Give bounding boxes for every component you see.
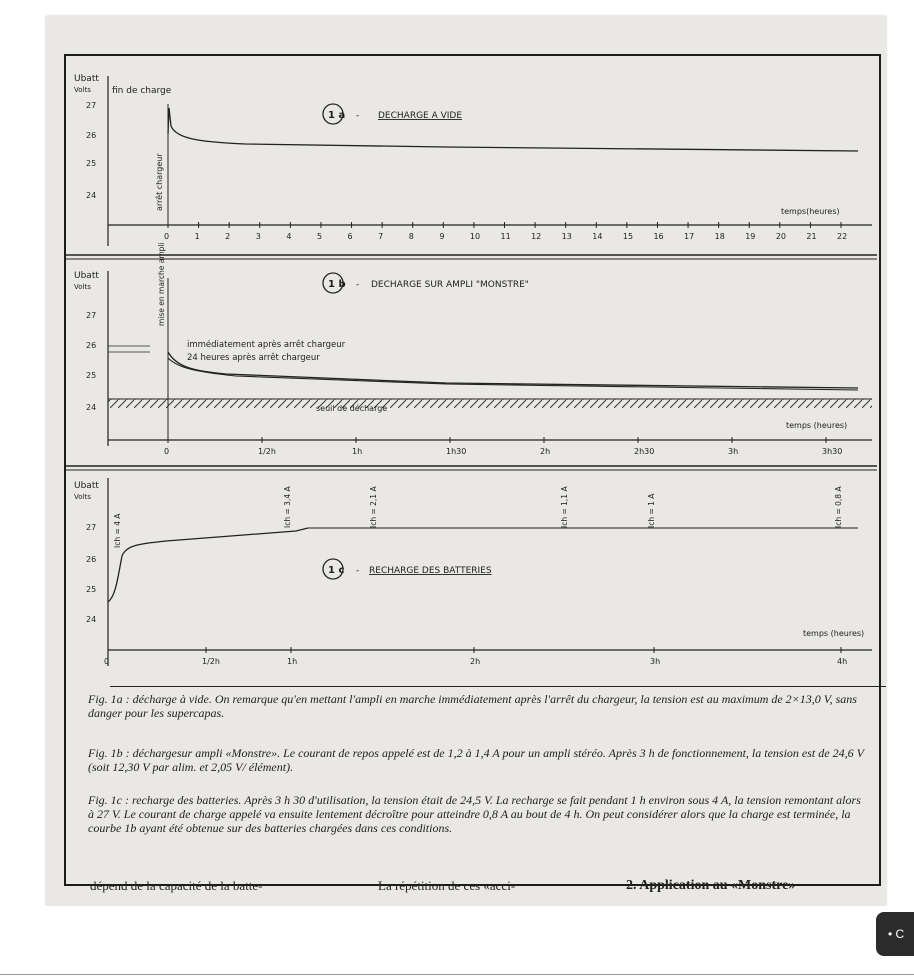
x1a-tick-label-4: 4 [286, 232, 292, 241]
body-text-col1: dépend de la capacité de la batte- [90, 878, 263, 893]
x1a-tick-label-1: 1 [194, 232, 200, 241]
panel-1b [74, 242, 872, 456]
x1b-tick-label-7: 3h30 [822, 447, 843, 456]
x1a-tick-label-0: 0 [164, 232, 170, 241]
x1a-tick-label-15: 15 [622, 232, 634, 241]
title-1a: DECHARGE A VIDE [378, 111, 463, 121]
note-arret-chargeur: arrêt chargeur [155, 153, 164, 211]
current-0: Ich = 4 A [113, 513, 122, 548]
x1a-tick-label-16: 16 [653, 232, 664, 241]
caption-separator [110, 686, 886, 687]
y-axis-label-1c: Ubatt [74, 481, 99, 491]
panel-1a [74, 74, 872, 246]
badge-1a: 1 a [328, 110, 346, 121]
x1a-tick-label-14: 14 [592, 232, 603, 241]
y-tick-1a-1: 26 [86, 131, 97, 140]
viewer-bottom-bar [0, 906, 914, 976]
figure-1 [46, 16, 886, 716]
x1a-tick-label-6: 6 [347, 232, 353, 241]
y-tick-1b-3: 24 [86, 403, 97, 412]
x-axis-label-1a: temps(heures) [781, 207, 840, 216]
x-axis-label-1b: temps (heures) [786, 421, 848, 430]
x1c-tick-label-5: 4h [837, 657, 848, 666]
y-tick-1b-1: 26 [86, 341, 97, 350]
x1b-tick-label-5: 2h30 [634, 447, 655, 456]
y-tick-1b-2: 25 [86, 371, 97, 380]
x1c-tick-label-1: 1/2h [202, 657, 220, 666]
y-unit-1c: Volts [74, 493, 91, 501]
current-4: Ich = 1 A [647, 493, 656, 528]
x1c-tick-label-4: 3h [650, 657, 661, 666]
note-immediatement: immédiatement après arrêt chargeur [187, 340, 346, 350]
y-axis-label-1b: Ubatt [74, 271, 99, 281]
current-2: Ich = 2,1 A [369, 486, 378, 528]
x1a-tick-label-5: 5 [316, 232, 323, 241]
current-1: Ich = 3,4 A [283, 486, 292, 528]
y-tick-1c-3: 24 [86, 615, 97, 624]
curve-1c [108, 528, 308, 602]
y-tick-1c-2: 25 [86, 585, 97, 594]
badge-1b: 1 b [328, 279, 346, 290]
x1a-tick-label-13: 13 [561, 232, 572, 241]
x1a-tick-label-10: 10 [469, 232, 481, 241]
threshold-hatch [108, 399, 872, 408]
y-axis-label-1a: Ubatt [74, 74, 99, 84]
caption-fig1b: Fig. 1b : déchargesur ampli «Monstre». Le courant de repos appelé est de 1,2 à 1,4 A pour un ampli stéréo. Après 3 h de fonctionnement, la tension est de 24,6 V (soit 12,30 V par alim. et 2,05 V/ élément). [88, 746, 864, 774]
x1c-tick-label-2: 1h [287, 657, 298, 666]
x1a-tick-label-17: 17 [684, 232, 695, 241]
x1a-tick-label-20: 20 [775, 232, 787, 241]
x1b-tick-label-1: 1/2h [258, 447, 276, 456]
note-fin-de-charge: fin de charge [112, 86, 172, 96]
title-1b: DECHARGE SUR AMPLI "MONSTRE" [371, 280, 529, 290]
y-tick-1c-0: 27 [86, 523, 97, 532]
curve-1a [168, 108, 858, 151]
x1a-tick-label-7: 7 [378, 232, 384, 241]
caption-fig1c: Fig. 1c : recharge des batteries. Après 3 h 30 d'utilisation, la tension était de 24,5 V. La recharge se fait pendant 1 h environ sous 4 A, la tension remontant alors à 27 V. Le courant de charge appelé va ensuite lentement décroître pour atteindre 0,8 A au bout de 4 h. On peut considérer alors que la charge est terminée, la courbe 1b ayant été obtenue sur des batteries chargées dans ces conditions. [88, 793, 861, 835]
x1a-tick-label-11: 11 [500, 232, 511, 241]
y-tick-1a-0: 27 [86, 101, 97, 110]
y-tick-1a-3: 24 [86, 191, 97, 200]
floating-action-button[interactable]: • C [876, 912, 914, 956]
x1b-tick-label-2: 1h [352, 447, 363, 456]
note-mise-en-marche: mise en marche ampli [157, 242, 166, 326]
caption-fig1a: Fig. 1a : décharge à vide. On remarque qu'en mettant l'ampli en marche immédiatement après l'arrêt du chargeur, la tension est au maximum de 2×13,0 V, sans danger pour les supercapas. [88, 692, 857, 720]
x1a-tick-label-2: 2 [225, 232, 231, 241]
y-tick-1c-1: 26 [86, 555, 97, 564]
dash-1c: - [356, 566, 360, 576]
current-5: Ich = 0,8 A [834, 486, 843, 528]
y-tick-1a-2: 25 [86, 159, 97, 168]
y-unit-1a: Volts [74, 86, 91, 94]
x1a-tick-label-22: 22 [837, 232, 848, 241]
note-24-heures: 24 heures après arrêt chargeur [187, 353, 320, 363]
section-heading: 2. Application au «Monstre» [626, 878, 796, 893]
x-axis-label-1c: temps (heures) [803, 629, 865, 638]
body-text-col2: La répétition de ces «acci- [378, 878, 516, 893]
y-unit-1b: Volts [74, 283, 91, 291]
x1a-tick-label-18: 18 [714, 232, 725, 241]
x1a-tick-label-12: 12 [531, 232, 542, 241]
x1c-tick-label-3: 2h [470, 657, 481, 666]
x1a-tick-label-8: 8 [408, 232, 414, 241]
y-tick-1b-0: 27 [86, 311, 97, 320]
x1a-tick-label-21: 21 [806, 232, 817, 241]
x1b-tick-label-4: 2h [540, 447, 551, 456]
threshold-label: seuil de décharge [316, 404, 388, 413]
dash-1a: - [356, 111, 360, 121]
x1a-tick-label-3: 3 [255, 232, 261, 241]
x1a-tick-label-9: 9 [439, 232, 445, 241]
panel-1c [74, 478, 872, 666]
bottom-divider [0, 974, 914, 975]
title-1c: RECHARGE DES BATTERIES [369, 566, 492, 576]
dash-1b: - [356, 280, 360, 290]
badge-1c: 1 c [328, 565, 345, 576]
current-3: Ich = 1,1 A [560, 486, 569, 528]
x1b-tick-label-6: 3h [728, 447, 739, 456]
x1b-tick-label-3: 1h30 [446, 447, 467, 456]
x1b-tick-label-0: 0 [164, 447, 170, 456]
x1c0-tick-label-0: 0 [104, 657, 110, 666]
x1a-tick-label-19: 19 [745, 232, 756, 241]
